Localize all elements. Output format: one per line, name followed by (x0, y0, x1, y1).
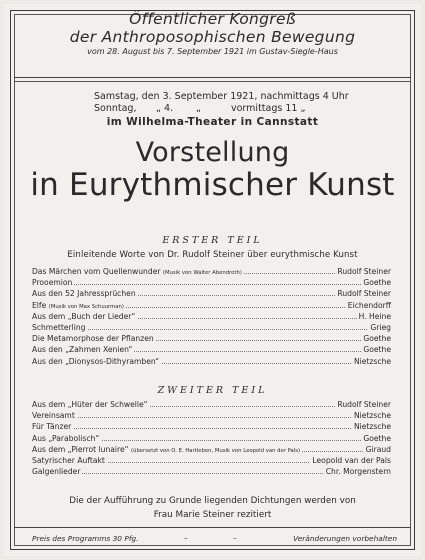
program-item-title: Prooemion (32, 278, 73, 288)
program-item-author: Nietzsche (353, 356, 391, 366)
schedule (94, 91, 349, 115)
dot-leader (32, 417, 391, 418)
program-item (32, 455, 391, 466)
schedule-day-1: Samstag, den 3. September 1921, (94, 91, 258, 102)
dot-leader (32, 428, 391, 429)
program-item (32, 344, 391, 355)
program-item (32, 399, 391, 410)
schedule-day-2: Sonntag, (94, 103, 137, 114)
congress-header (4, 10, 421, 56)
program-item-author: Chr. Morgenstern (325, 467, 391, 477)
program-item-author: Giraud (365, 444, 391, 454)
program-item-work (32, 356, 161, 367)
program-item-author: Goethe (363, 278, 391, 288)
program-item-author: Goethe (363, 433, 391, 443)
program-item-author: Rudolf Steiner (337, 400, 391, 409)
program-item-title: Elfe (32, 300, 47, 310)
program-item-title: Aus den „Zahmen Xenien“ (32, 345, 133, 355)
program-item-title: Aus dem „Pierrot lunaire“ (32, 444, 129, 454)
header-line-1: Öffentlicher Kongreß (129, 10, 296, 28)
part-2-program (32, 399, 391, 477)
program-item-work (32, 399, 150, 410)
footer-price: Preis des Programms 30 Pfg. (32, 534, 139, 543)
part-1-heading: ERSTER TEIL (162, 235, 263, 246)
program-item-note: (Musik von Max Schuurman) (48, 303, 124, 310)
program-item (32, 410, 391, 421)
program-item (32, 421, 391, 432)
program-item (32, 356, 391, 367)
program-item-author: Goethe (363, 334, 391, 344)
program-item-title: Aus den 52 Jahressprüchen (32, 289, 136, 299)
title-line-1: Vorstellung (135, 137, 290, 168)
closing-line-2: Frau Marie Steiner rezitiert (153, 510, 272, 520)
program-item-title: Aus den „Dionysos-Dithyramben“ (32, 356, 160, 366)
program-item-title: Aus „Parabolisch“ (32, 433, 100, 443)
program-item-author: Nietzsche (353, 411, 391, 421)
program-item-work (32, 322, 87, 333)
part-1-program (32, 266, 391, 367)
dot-leader (32, 284, 391, 285)
closing-note (4, 494, 421, 522)
program-item-title: Galgenlieder (32, 467, 81, 477)
schedule-date-2: „ 4. (156, 103, 174, 114)
footer (18, 534, 407, 546)
part-1-intro: Einleitende Worte von Dr. Rudolf Steiner über eurythmische Kunst (67, 250, 358, 260)
program-item-author: H. Heine (358, 311, 391, 321)
divider-bottom (14, 527, 411, 528)
header-line-3: vom 28. August bis 7. September 1921 im Gustav-Siegle-Haus (87, 47, 338, 56)
program-item-note: (übersetzt von O. E. Hartleben, Musik von Leopold van der Pals) (131, 447, 301, 454)
program-item-work (32, 311, 137, 322)
program-item-note: (Musik von Walter Abendroth) (162, 270, 242, 276)
program-item-author: Grieg (370, 322, 391, 332)
program-item (32, 300, 391, 311)
program-item-author: Rudolf Steiner (337, 289, 391, 299)
program-item-work (32, 433, 101, 444)
program-item (32, 277, 391, 288)
title-line-2: in Eurythmischer Kunst (30, 167, 395, 203)
program-item-work (32, 277, 74, 288)
program-item (32, 333, 391, 344)
program-item (32, 322, 391, 333)
header-line-2: der Anthroposophischen Bewegung (69, 28, 356, 46)
schedule-time-2: vormittags 11 „ (231, 103, 306, 114)
program-item-work (32, 455, 107, 466)
part-2-heading: ZWEITER TEIL (157, 385, 268, 396)
program-item-author: Nietzsche (353, 422, 391, 432)
program-item-work (32, 288, 138, 299)
footer-dash-1: – (184, 534, 188, 543)
program-item-title: Aus dem „Buch der Lieder“ (32, 311, 136, 321)
program-item (32, 288, 391, 299)
program-item-title: Satyrischer Auftakt (32, 455, 105, 465)
program-item-title: Schmetterling (32, 322, 86, 332)
program-item-work (32, 333, 156, 344)
program-item-author: Rudolf Steiner (337, 267, 391, 276)
closing-line-1: Die der Aufführung zu Grunde liegenden Dichtungen werden von (69, 496, 356, 506)
program-item-author: Goethe (363, 345, 391, 355)
program-item-work (32, 466, 82, 477)
program-item-title: Für Tänzer (32, 422, 72, 432)
program-item-work (32, 344, 134, 355)
program-item-title: Die Metamorphose der Pflanzen (32, 334, 154, 344)
program-item-title: Das Märchen vom Quellenwunder (32, 267, 161, 276)
program-item-author: Leopold van der Pals (312, 455, 391, 465)
footer-notice: Veränderungen vorbehalten (293, 534, 397, 543)
divider-top (14, 77, 411, 78)
program-item (32, 433, 391, 444)
program-item-work (32, 410, 77, 421)
schedule-ditto-2: „ (196, 103, 201, 114)
program-poster (4, 4, 421, 556)
program-item-title: Vereinsamt (32, 411, 75, 421)
venue: im Wilhelma-Theater in Cannstatt (106, 116, 319, 128)
program-item (32, 266, 391, 277)
program-item (32, 466, 391, 477)
program-item-work (32, 421, 73, 432)
program-item-author: Eichendorff (347, 300, 391, 310)
schedule-time-1: nachmittags 4 Uhr (260, 91, 349, 102)
program-item (32, 311, 391, 322)
footer-dash-2: – (233, 534, 237, 543)
program-item (32, 444, 391, 455)
divider-top-thin (14, 81, 411, 82)
program-item-title: Aus dem „Hüter der Schwelle“ (32, 400, 148, 409)
